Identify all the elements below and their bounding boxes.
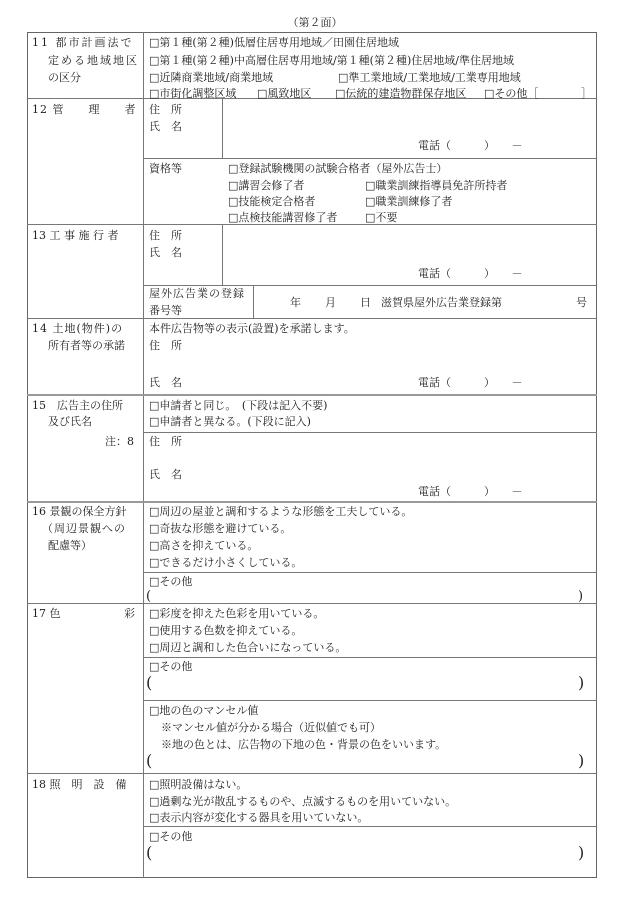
s13-inner-divider: [222, 224, 223, 285]
row-divider-15-16: [27, 501, 597, 503]
s12-qual-not-required[interactable]: □不要: [365, 211, 398, 224]
s13-reg-label-line1: 屋外広告業の登録: [149, 287, 245, 300]
s12-qual-skill-test[interactable]: □技能検定合格者: [228, 195, 316, 208]
s15-note: 注：8: [105, 435, 134, 448]
s12-address-label: 住 所: [149, 103, 182, 116]
s12-qual-instructor-license[interactable]: □職業訓練指導員免許所持者: [365, 179, 508, 192]
s15-label-line1: 15 広告主の住所: [32, 399, 123, 412]
s13-reg-number-suffix[interactable]: 号: [576, 296, 587, 309]
s15-name-input[interactable]: [185, 467, 590, 483]
s11-option-urbanization-control[interactable]: □市街化調整区域: [149, 87, 237, 100]
s12-qual-course-completed[interactable]: □講習会修了者: [228, 179, 305, 192]
s14-consent-text: 本件広告物等の表示(設置)を承諾します。: [149, 322, 355, 335]
s14-name-input[interactable]: [185, 375, 405, 391]
s13-reg-inner-divider: [253, 285, 254, 318]
s16-label-line3: 配慮等）: [48, 539, 92, 552]
s18-label: 18 照 明 設 備: [32, 778, 127, 791]
s11-label-line3: の区分: [48, 71, 81, 84]
s17-option-harmonized-tones[interactable]: □周辺と調和した色合いになっている。: [149, 641, 347, 654]
s16-option-avoid-eccentric[interactable]: □奇抜な形態を避けている。: [149, 522, 292, 535]
s17-other-open-bracket: (: [146, 673, 153, 692]
s12-qual-registered-exam[interactable]: □登録試験機関の試験合格者（屋外広告士）: [228, 162, 448, 175]
s18-option-other[interactable]: □その他: [149, 830, 193, 843]
s17-option-other[interactable]: □その他: [149, 660, 193, 673]
s17-other-input[interactable]: [155, 677, 575, 693]
s13-reg-prefix: 滋賀県屋外広告業登録第: [381, 296, 502, 309]
s14-label-line1: 14 土地(物件)の: [32, 322, 124, 335]
s18-inner-divider: [143, 826, 597, 827]
s11-option-traditional-buildings[interactable]: □伝統的建造物群保存地区: [335, 87, 467, 100]
s17-munsell-close-bracket: ): [578, 751, 585, 770]
s18-other-close-bracket: ): [578, 843, 585, 862]
s16-label-line1: 16 景観の保全方針: [32, 505, 127, 518]
s11-option-mid-high-rise[interactable]: □第１種(第２種)中高層住居専用地域/第１種(第２種)住居地域/準住居地域: [149, 54, 514, 67]
s13-reg-day[interactable]: 日: [360, 296, 371, 309]
s16-option-minimize-size[interactable]: □できるだけ小さくしている。: [149, 556, 303, 569]
s18-other-open-bracket: (: [146, 843, 153, 862]
s16-option-harmonize-form[interactable]: □周辺の屋並と調和するような形態を工夫している。: [149, 505, 413, 518]
s13-reg-label-line2: 番号等: [149, 304, 182, 317]
s13-reg-month[interactable]: 月: [325, 296, 336, 309]
s11-option-commercial[interactable]: □近隣商業地域/商業地域: [149, 71, 274, 84]
s15-phone[interactable]: 電話（ ） －: [418, 485, 523, 498]
s15-option-different[interactable]: □申請者と異なる。(下段に記入): [149, 415, 311, 428]
s13-reg-year[interactable]: 年: [290, 296, 301, 309]
s15-name-label: 氏 名: [149, 468, 182, 481]
s12-name-label: 氏 名: [149, 120, 182, 133]
s13-label: 13 工 事 施 行 者: [32, 229, 119, 242]
s17-divider-2: [143, 700, 597, 701]
s11-other-close-bracket: ］: [581, 87, 592, 100]
s18-option-no-changing-display[interactable]: □表示内容が変化する器具を用いていない。: [149, 811, 369, 824]
s11-option-other[interactable]: □その他［: [484, 87, 539, 100]
s13-phone[interactable]: 電話（ ） －: [418, 267, 523, 280]
s11-option-industrial[interactable]: □準工業地域/工業地域/工業専用地域: [338, 71, 521, 84]
s11-label-line1: 11 都市計画法で: [32, 36, 134, 49]
s13-reg-divider: [143, 285, 597, 286]
s13-address-input[interactable]: [226, 228, 591, 244]
s12-qual-divider: [143, 158, 597, 159]
s16-other-open-bracket: (: [146, 589, 152, 604]
s12-qual-inspection-course[interactable]: □点検技能講習修了者: [228, 211, 338, 224]
s17-other-close-bracket: ): [578, 673, 585, 692]
s11-option-scenic-district[interactable]: □風致地区: [257, 87, 312, 100]
s14-name-label: 氏 名: [149, 376, 182, 389]
s14-phone[interactable]: 電話（ ） －: [418, 376, 523, 389]
s13-address-label: 住 所: [149, 229, 182, 242]
s12-name-input[interactable]: [226, 119, 591, 135]
s15-option-same-as-applicant[interactable]: □申請者と同じ。 (下段は記入不要): [149, 399, 328, 412]
row-divider-16-17: [27, 603, 597, 604]
s17-label-left: 17 色: [32, 607, 61, 620]
s15-inner-divider: [143, 432, 597, 433]
s18-other-input[interactable]: [155, 847, 575, 863]
s17-option-fewer-colors[interactable]: □使用する色数を抑えている。: [149, 624, 303, 637]
s17-option-low-saturation[interactable]: □彩度を抑えた色彩を用いている。: [149, 607, 325, 620]
s17-divider-1: [143, 657, 597, 658]
s17-munsell-note-1: ※マンセル値が分かる場合（近似値でも可）: [161, 721, 381, 734]
s15-label-line2: 及び氏名: [48, 415, 92, 428]
s15-address-label: 住 所: [149, 435, 182, 448]
s18-option-no-lighting[interactable]: □照明設備はない。: [149, 778, 248, 791]
s16-other-input[interactable]: [155, 590, 575, 603]
s16-other-close-bracket: ): [578, 589, 584, 604]
row-divider-12-13: [27, 224, 597, 225]
row-divider-13-14: [27, 318, 597, 319]
s16-option-limit-height[interactable]: □高さを抑えている。: [149, 539, 259, 552]
s17-option-munsell[interactable]: □地の色のマンセル値: [149, 704, 259, 717]
s17-munsell-note-2: ※地の色とは、広告物の下地の色・背景の色をいいます。: [161, 738, 447, 751]
s17-label-right: 彩: [124, 607, 135, 620]
s12-qualification-label: 資格等: [149, 162, 182, 175]
s12-inner-divider: [222, 98, 223, 158]
s13-name-label: 氏 名: [149, 246, 182, 259]
s16-label-line2: （周辺景観への: [42, 522, 126, 535]
s15-address-input[interactable]: [185, 434, 590, 450]
s14-label-line2: 所有者等の承諾: [48, 339, 125, 352]
s12-phone[interactable]: 電話（ ） －: [418, 139, 523, 152]
s14-address-label: 住 所: [149, 339, 182, 352]
s12-label: 12 管 理 者: [32, 103, 137, 116]
s13-name-input[interactable]: [226, 245, 591, 261]
s11-label-line2: 定める地域地区: [48, 54, 139, 67]
s11-option-low-rise[interactable]: □第１種(第２種)低層住居専用地域／田園住居地域: [149, 36, 399, 49]
row-divider-14-15: [27, 394, 597, 396]
page-title: （第２面）: [287, 16, 343, 29]
s17-munsell-input[interactable]: [155, 755, 575, 771]
s18-option-no-excess-light[interactable]: □過剰な光が散乱するものや、点滅するものを用いていない。: [149, 795, 457, 808]
s12-qual-vocational-training[interactable]: □職業訓練修了者: [365, 195, 453, 208]
s14-address-input[interactable]: [185, 338, 590, 354]
s17-munsell-open-bracket: (: [146, 751, 153, 770]
s16-option-other[interactable]: □その他: [149, 575, 193, 588]
s12-address-input[interactable]: [226, 102, 591, 118]
row-divider-17-18: [27, 773, 597, 774]
s16-inner-divider: [143, 572, 597, 573]
